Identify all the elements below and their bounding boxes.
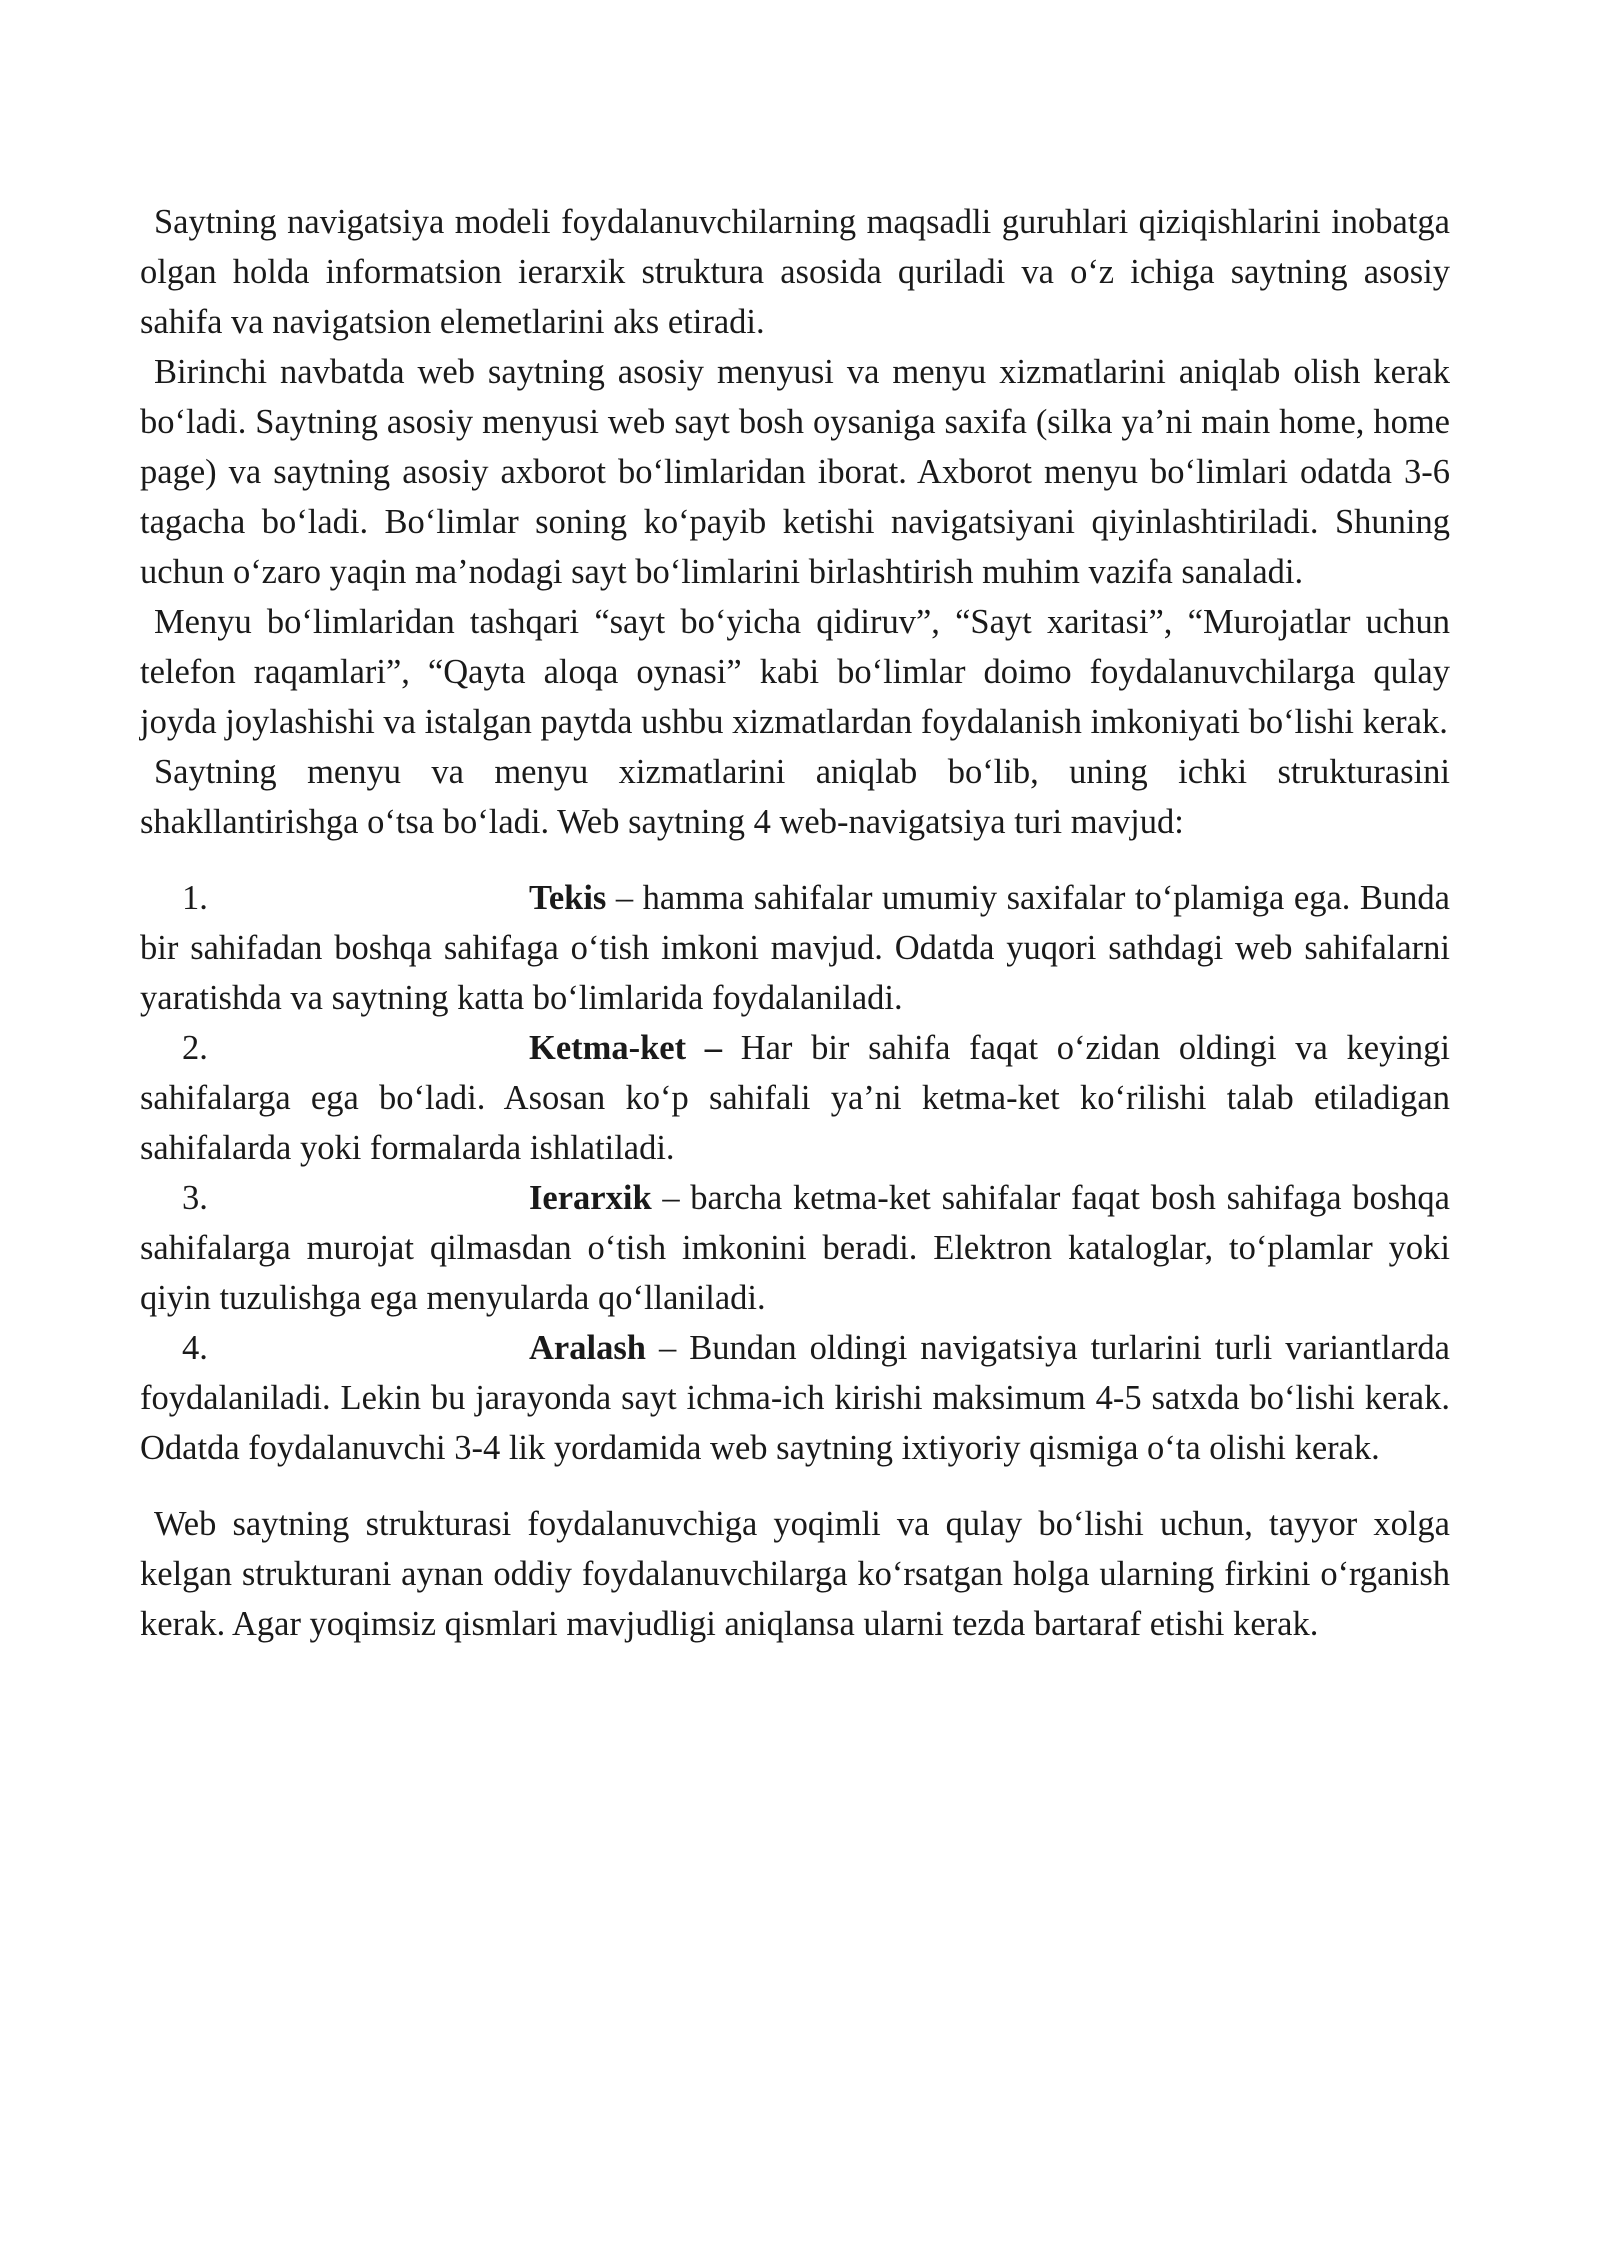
list-item-term: Aralash: [529, 1329, 646, 1367]
paragraph-main-menu: Birinchi navbatda web saytning asosiy menyusi va menyu xizmatlarini aniqlab olish kerak bo‘ladi. Saytning asosiy menyusi web sayt bosh oysaniga saxifa (silka ya’ni main home, home page) va saytning asosiy axborot bo‘limlaridan iborat. Axborot menyu bo‘limlari odatda 3-6 tagacha bo‘ladi. Bo‘limlar soning ko‘payib ketishi navigatsiyani qiyinlashtiriladi. Shuning uchun o‘zaro yaqin ma’nodagi sayt bo‘limlarini birlashtirish muhim vazifa sanaladi.: [140, 353, 1450, 591]
list-item-text: – hamma sahifalar umumiy saxifalar to‘plamiga ega. Bunda bir sahifadan boshqa sahifaga o‘tish imkoni mavjud. Odatda yuqori sathdagi web sahifalarni yaratishda va saytning katta bo‘limlarida foydalaniladi.: [140, 879, 1450, 1017]
navigation-types-list: [140, 873, 1450, 1473]
list-item: [140, 1173, 1450, 1323]
list-item-text: – barcha ketma-ket sahifalar faqat bosh sahifaga boshqa sahifalarga murojat qilmasdan o‘tish imkonini beradi. Elektron kataloglar, to‘plamlar yoki qiyin tuzulishga ega menyularda qo‘llaniladi.: [140, 1179, 1450, 1317]
list-item-number: 3.: [182, 1179, 208, 1217]
list-item-number: 1.: [182, 879, 208, 917]
list-item-number: 4.: [182, 1329, 208, 1367]
list-item-term: Ketma-ket –: [529, 1029, 723, 1067]
list-item: [140, 1323, 1450, 1473]
paragraph-conclusion: Web saytning strukturasi foydalanuvchiga yoqimli va qulay bo‘lishi uchun, tayyor xolga kelgan strukturani aynan oddiy foydalanuvchilarga ko‘rsatgan holga ularning firkini o‘rganish kerak. Agar yoqimsiz qismlari mavjudligi aniqlansa ularni tezda bartaraf etishi kerak.: [140, 1505, 1450, 1643]
list-item-term: Ierarxik: [529, 1179, 652, 1217]
list-item-number: 2.: [182, 1029, 208, 1067]
paragraph-intro: Saytning navigatsiya modeli foydalanuvchilarning maqsadli guruhlari qiziqishlarini inobatga olgan holda informatsion ierarxik struktura asosida quriladi va o‘z ichiga saytning asosiy sahifa va navigatsion elemetlarini aks etiradi.: [140, 203, 1450, 341]
list-item: [140, 1023, 1450, 1173]
paragraph-navigation-types: Saytning menyu va menyu xizmatlarini aniqlab bo‘lib, uning ichki strukturasini shakllantirishga o‘tsa bo‘ladi. Web saytning 4 web-navigatsiya turi mavjud:: [140, 753, 1450, 841]
list-item-text: Har bir sahifa faqat o‘zidan oldingi va keyingi sahifalarga ega bo‘ladi. Asosan ko‘p sahifali ya’ni ketma-ket ko‘rilishi talab etiladigan sahifalarda yoki formalarda ishlatiladi.: [140, 1029, 1450, 1167]
list-item-term: Tekis: [529, 879, 607, 917]
list-item: [140, 873, 1450, 1023]
paragraph-menu-services: Menyu bo‘limlaridan tashqari “sayt bo‘yicha qidiruv”, “Sayt xaritasi”, “Murojatlar uchun telefon raqamlari”, “Qayta aloqa oynasi” kabi bo‘limlar doimo foydalanuvchilarga qulay joyda joylashishi va istalgan paytda ushbu xizmatlardan foydalanish imkoniyati bo‘lishi kerak.: [140, 603, 1450, 741]
list-item-text: – Bundan oldingi navigatsiya turlarini turli variantlarda foydalaniladi. Lekin bu jarayonda sayt ichma-ich kirishi maksimum 4-5 satxda bo‘lishi kerak. Odatda foydalanuvchi 3-4 lik yordamida web saytning ixtiyoriy qismiga o‘ta olishi kerak.: [140, 1329, 1450, 1467]
document-body: [140, 197, 1450, 1649]
